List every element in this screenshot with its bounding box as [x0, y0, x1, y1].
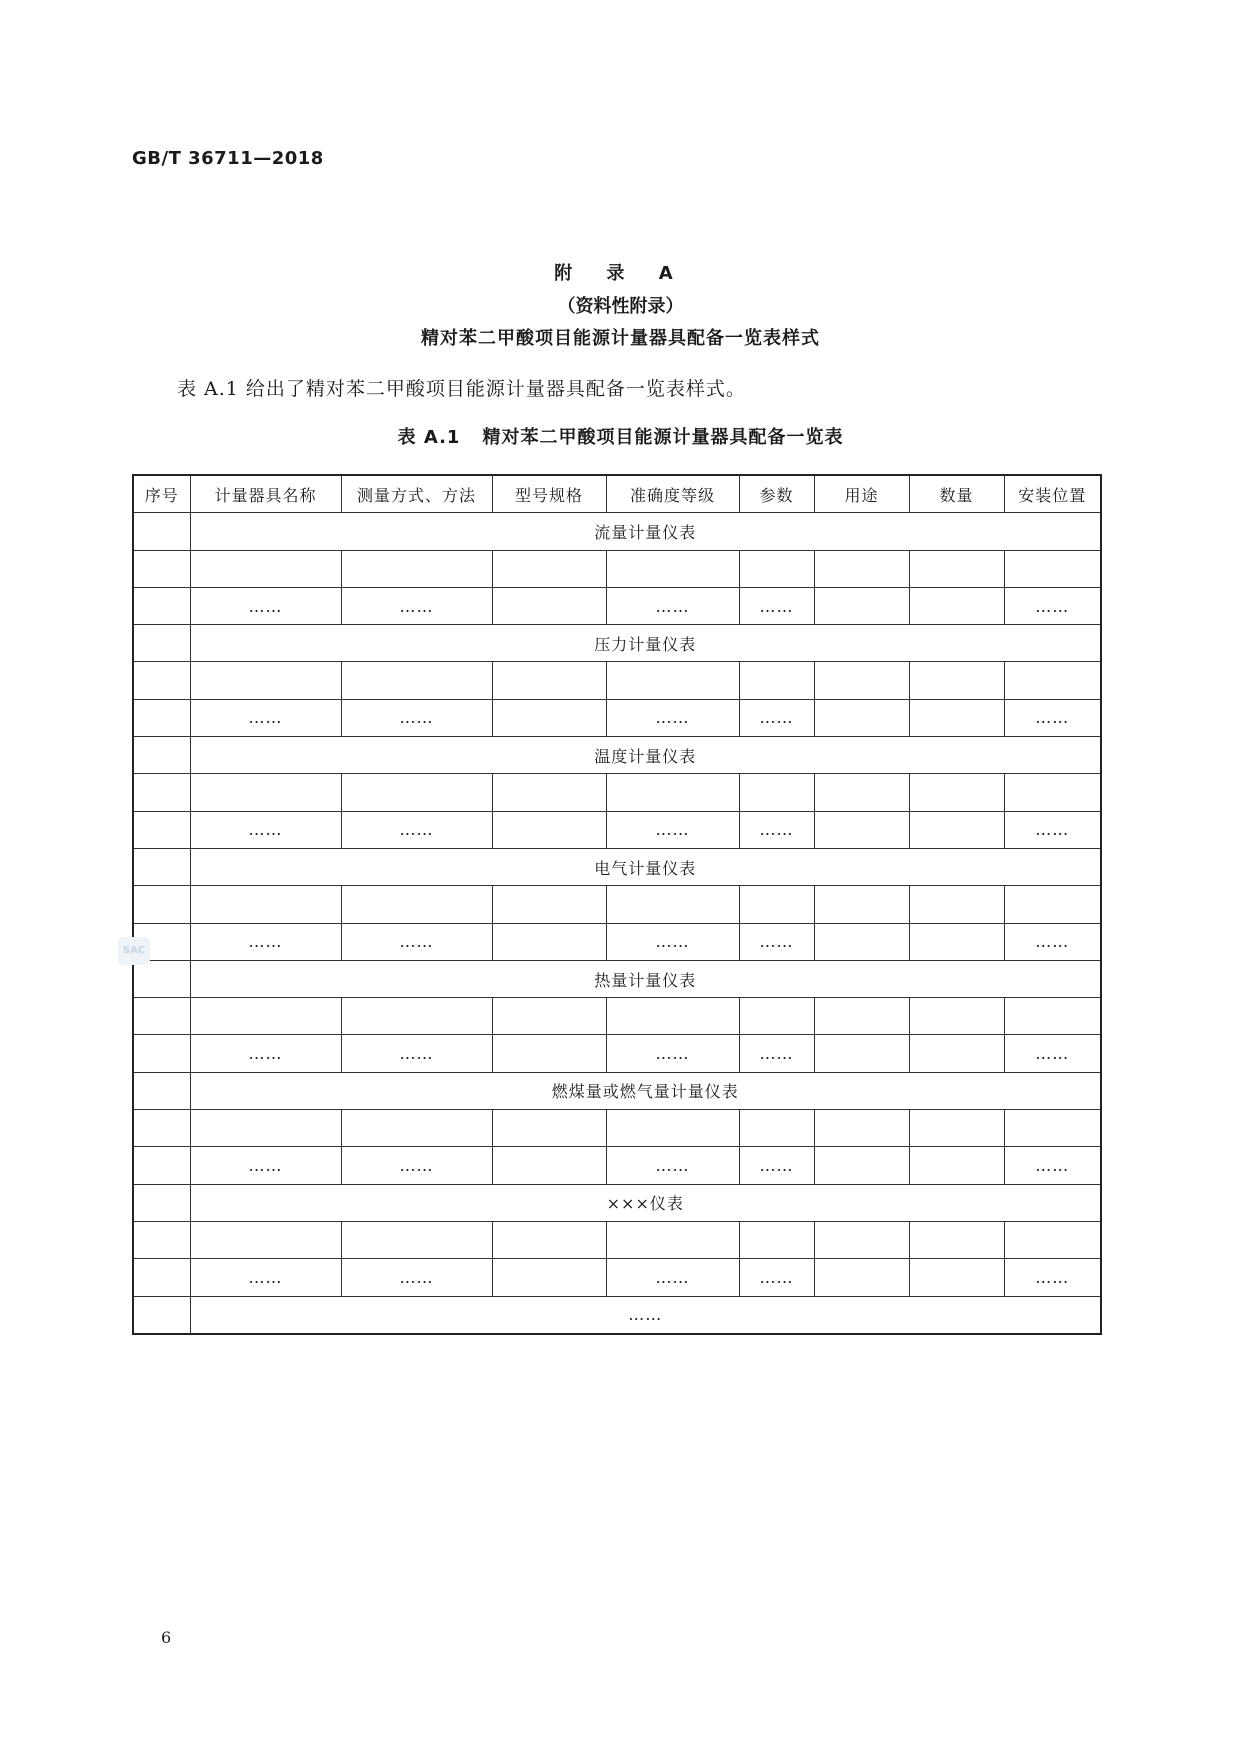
table-cell — [814, 662, 909, 699]
table-caption-number: 表 A.1 — [397, 427, 461, 448]
table-cell — [341, 774, 492, 811]
table-cell: …… — [739, 1147, 814, 1184]
table-cell — [739, 1221, 814, 1258]
table-cell: …… — [739, 811, 814, 848]
table-cell — [133, 1259, 190, 1296]
ellipsis-row — [133, 1147, 1101, 1184]
table-cell — [606, 1221, 739, 1258]
table-cell — [909, 811, 1004, 848]
table-cell: …… — [1004, 811, 1101, 848]
serial-cell — [133, 625, 190, 662]
table-cell — [1004, 550, 1101, 587]
table-cell — [606, 1110, 739, 1147]
table-cell: …… — [606, 1259, 739, 1296]
table-cell: …… — [1004, 699, 1101, 736]
table-cell — [133, 1147, 190, 1184]
section-header-row — [133, 625, 1101, 662]
table-row — [133, 998, 1101, 1035]
table-cell: …… — [606, 923, 739, 960]
table-cell — [492, 998, 606, 1035]
table-cell — [814, 550, 909, 587]
table-cell — [909, 774, 1004, 811]
table-cell — [739, 550, 814, 587]
column-header: 数量 — [909, 475, 1004, 513]
table-cell — [492, 774, 606, 811]
table-cell: …… — [190, 1147, 341, 1184]
table-cell — [492, 550, 606, 587]
ellipsis-row — [133, 699, 1101, 736]
section-title: 热量计量仪表 — [190, 960, 1101, 997]
table-body — [133, 513, 1101, 1334]
table-row — [133, 1110, 1101, 1147]
table-cell — [492, 662, 606, 699]
table-cell — [133, 662, 190, 699]
ellipsis-row — [133, 811, 1101, 848]
table-cell — [133, 811, 190, 848]
table-cell: …… — [190, 699, 341, 736]
section-header-row — [133, 1184, 1101, 1221]
table-cell — [909, 662, 1004, 699]
table-cell — [909, 1035, 1004, 1072]
table-cell — [492, 1259, 606, 1296]
serial-cell — [133, 960, 190, 997]
table-cell — [909, 1259, 1004, 1296]
table-caption — [0, 423, 1241, 449]
ellipsis-row — [133, 1259, 1101, 1296]
table-cell — [1004, 886, 1101, 923]
table-cell — [133, 1035, 190, 1072]
section-title: ×××仪表 — [190, 1184, 1101, 1221]
table-cell: …… — [190, 1035, 341, 1072]
table-cell — [133, 1110, 190, 1147]
table-cell: …… — [606, 699, 739, 736]
section-header-row — [133, 848, 1101, 885]
section-header-row — [133, 513, 1101, 550]
table-cell: …… — [739, 1035, 814, 1072]
table-cell — [814, 886, 909, 923]
serial-cell — [133, 513, 190, 550]
table-cell — [133, 1221, 190, 1258]
table-caption-title: 精对苯二甲酸项目能源计量器具配备一览表 — [482, 427, 844, 448]
table-cell — [814, 923, 909, 960]
table-cell — [739, 774, 814, 811]
table-cell: …… — [190, 811, 341, 848]
table-cell — [133, 587, 190, 624]
table-cell — [341, 550, 492, 587]
table-cell — [909, 1221, 1004, 1258]
table-cell: …… — [190, 587, 341, 624]
final-ellipsis: …… — [190, 1296, 1101, 1334]
table-cell: …… — [190, 1259, 341, 1296]
table-cell — [190, 662, 341, 699]
table-header-row — [133, 475, 1101, 513]
column-header: 测量方式、方法 — [341, 475, 492, 513]
table-cell — [814, 1035, 909, 1072]
table-cell — [606, 550, 739, 587]
intro-paragraph: 表 A.1 给出了精对苯二甲酸项目能源计量器具配备一览表样式。 — [177, 378, 746, 400]
section-header-row — [133, 737, 1101, 774]
serial-cell — [133, 848, 190, 885]
table-cell: …… — [1004, 923, 1101, 960]
section-title: 压力计量仪表 — [190, 625, 1101, 662]
table-cell — [909, 699, 1004, 736]
table-cell — [190, 550, 341, 587]
table-cell — [814, 774, 909, 811]
table-cell: …… — [341, 923, 492, 960]
table-cell: …… — [341, 699, 492, 736]
table-cell — [909, 923, 1004, 960]
table-row — [133, 886, 1101, 923]
table-cell: …… — [341, 1259, 492, 1296]
table-row — [133, 662, 1101, 699]
equipment-table — [132, 474, 1102, 1335]
table-cell — [739, 662, 814, 699]
serial-cell — [133, 1184, 190, 1221]
table-cell: …… — [739, 699, 814, 736]
column-header: 计量器具名称 — [190, 475, 341, 513]
table-cell — [814, 1221, 909, 1258]
section-header-row — [133, 960, 1101, 997]
table-cell — [133, 886, 190, 923]
table-cell — [341, 1221, 492, 1258]
table-cell — [492, 1221, 606, 1258]
table-cell — [606, 662, 739, 699]
table-cell — [190, 998, 341, 1035]
table-cell: …… — [341, 587, 492, 624]
ellipsis-row — [133, 923, 1101, 960]
table-cell — [606, 774, 739, 811]
table-cell — [492, 587, 606, 624]
table-cell — [814, 998, 909, 1035]
serial-cell — [133, 737, 190, 774]
table-cell — [1004, 662, 1101, 699]
column-header: 型号规格 — [492, 475, 606, 513]
appendix-title: 附 录 A — [554, 263, 687, 284]
table-cell: …… — [1004, 1035, 1101, 1072]
table-row — [133, 1221, 1101, 1258]
table-cell: …… — [341, 1035, 492, 1072]
table-cell — [1004, 774, 1101, 811]
table-cell — [606, 998, 739, 1035]
table-cell — [814, 1259, 909, 1296]
table-cell — [133, 699, 190, 736]
table-cell — [1004, 1110, 1101, 1147]
table-cell — [190, 1110, 341, 1147]
page-number: 6 — [161, 1628, 172, 1647]
column-header: 参数 — [739, 475, 814, 513]
table-cell — [341, 886, 492, 923]
table-cell — [1004, 998, 1101, 1035]
table-cell — [492, 1110, 606, 1147]
final-ellipsis-row — [133, 1296, 1101, 1334]
table-cell — [492, 699, 606, 736]
table-cell: …… — [1004, 1259, 1101, 1296]
table-cell — [814, 587, 909, 624]
standard-code: GB/T 36711—2018 — [132, 148, 324, 169]
table-row — [133, 550, 1101, 587]
table-cell: …… — [341, 811, 492, 848]
table-cell — [909, 998, 1004, 1035]
table-cell — [1004, 1221, 1101, 1258]
table-cell: …… — [739, 923, 814, 960]
table-cell: …… — [606, 587, 739, 624]
table-cell — [814, 1110, 909, 1147]
table-cell: …… — [739, 1259, 814, 1296]
ellipsis-row — [133, 587, 1101, 624]
table-cell — [133, 774, 190, 811]
column-header: 用途 — [814, 475, 909, 513]
table-cell — [909, 587, 1004, 624]
table-cell — [814, 699, 909, 736]
section-title: 流量计量仪表 — [190, 513, 1101, 550]
table-cell: …… — [341, 1147, 492, 1184]
table-cell: …… — [606, 1035, 739, 1072]
table-cell — [341, 998, 492, 1035]
table-cell — [909, 1110, 1004, 1147]
column-header: 序号 — [133, 475, 190, 513]
table-cell — [190, 1221, 341, 1258]
column-header: 安装位置 — [1004, 475, 1101, 513]
table-cell: …… — [190, 923, 341, 960]
ellipsis-row — [133, 1035, 1101, 1072]
table-cell — [492, 1147, 606, 1184]
table-cell — [492, 1035, 606, 1072]
table-cell — [814, 1147, 909, 1184]
table-cell: …… — [1004, 587, 1101, 624]
table-cell — [606, 886, 739, 923]
column-header: 准确度等级 — [606, 475, 739, 513]
table-cell — [341, 1110, 492, 1147]
table-cell — [492, 811, 606, 848]
table-cell — [492, 923, 606, 960]
table-cell — [190, 774, 341, 811]
table-cell — [492, 886, 606, 923]
appendix-subtitle: （资料性附录） — [557, 296, 684, 317]
section-title: 温度计量仪表 — [190, 737, 1101, 774]
serial-cell — [133, 1296, 190, 1334]
table-cell: …… — [606, 811, 739, 848]
table-cell — [909, 1147, 1004, 1184]
table-cell — [190, 886, 341, 923]
table-cell — [341, 662, 492, 699]
section-header-row — [133, 1072, 1101, 1109]
table-cell — [909, 550, 1004, 587]
table-cell — [133, 550, 190, 587]
section-title: 电气计量仪表 — [190, 848, 1101, 885]
table-cell: …… — [606, 1147, 739, 1184]
table-cell — [739, 1110, 814, 1147]
table-cell — [133, 998, 190, 1035]
serial-cell — [133, 1072, 190, 1109]
table-cell — [814, 811, 909, 848]
table-cell: …… — [1004, 1147, 1101, 1184]
table-cell — [739, 886, 814, 923]
table-row — [133, 774, 1101, 811]
section-title: 燃煤量或燃气量计量仪表 — [190, 1072, 1101, 1109]
table-cell — [739, 998, 814, 1035]
table-cell: …… — [739, 587, 814, 624]
sac-watermark: SAC — [118, 937, 150, 965]
table-cell — [909, 886, 1004, 923]
appendix-heading: 精对苯二甲酸项目能源计量器具配备一览表样式 — [421, 328, 820, 349]
